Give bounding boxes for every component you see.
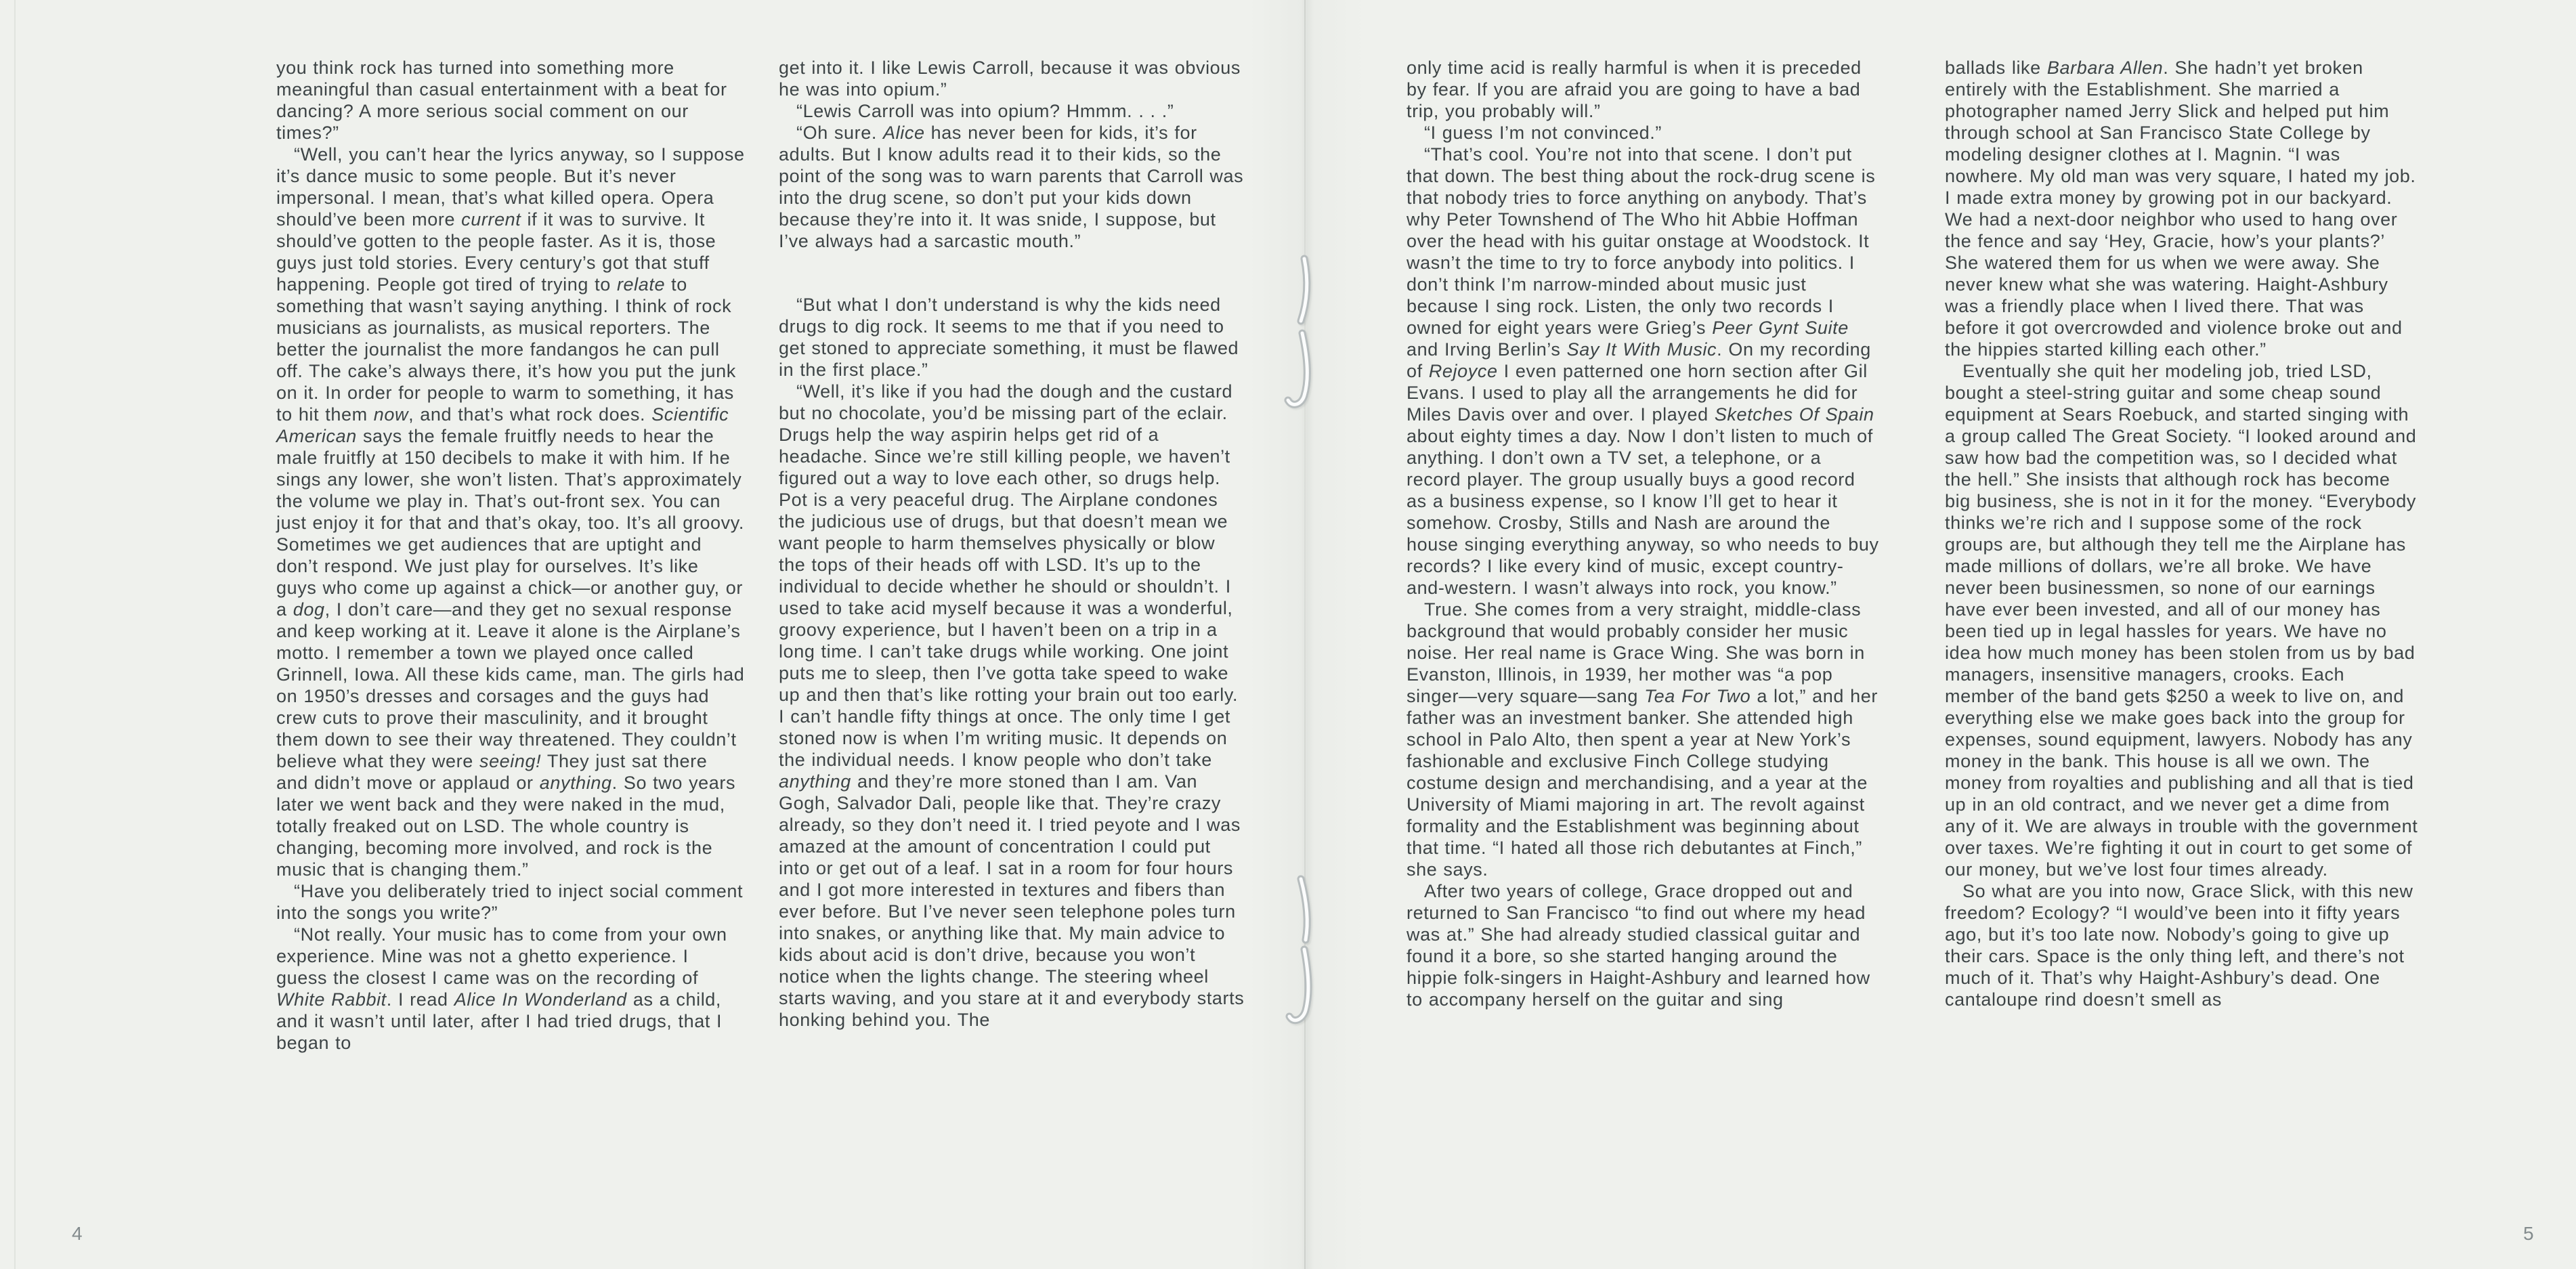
text-run: a lot,” and her father was an investment banker. She attended high school in Palo Alto, then spent a year at New York’s fashionable and exclusive Finch College studying costume design and merchandising, and a year at the University of Miami majoring in art. The revolt against formality and the Establishment was beginning about that time. “I hated all those rich debutantes at Finch,” she says.	[1407, 686, 1878, 880]
italic-text-run: Scientific American	[276, 404, 729, 446]
paragraph	[276, 57, 745, 144]
italic-text-run: Tea For Two	[1644, 686, 1751, 706]
text-column-4	[1945, 57, 2419, 1010]
italic-text-run: seeing!	[479, 751, 542, 771]
text-run: “Well, it’s like if you had the dough and the custard but no chocolate, you’d be missing part of the eclair. Drugs help the way aspirin helps get rid of a headache. Since we’re still killing people, we haven’t figured out a way to love each other, so drugs help. Pot is a very peaceful drug. The Airplane condones the judicious use of drugs, but that doesn’t mean we want people to harm themselves physically or blow the tops of their heads off with LSD. It’s up to the individual to decide whether he should or shouldn’t. I used to take acid myself because it was a wonderful, groovy experience, but I haven’t been on a trip in a long time. I can’t take drugs while working. One joint puts me to sleep, then I’ve gotta take speed to wake up and then that’s like rotting your brain out too early. I can’t handle fifty things at once. The only time I get stoned now is when I’m writing music. It depends on the individual needs. I know people who don’t take	[779, 381, 1239, 770]
text-run: “Oh sure.	[796, 123, 884, 143]
text-column-1	[276, 57, 745, 1054]
text-run: “Have you deliberately tried to inject social comment into the songs you write?”	[276, 881, 744, 923]
paragraph	[1407, 880, 1881, 1010]
text-run: “Lewis Carroll was into opium? Hmmm. . . .”	[796, 101, 1174, 121]
text-run: . She hadn’t yet broken entirely with the Establishment. She married a photographer named Jerry Slick and helped put him through school at San Francisco State College by modeling designer clothes at I. Magnin. “I was nowhere. My old man was very square, I hated my job. I made extra money by growing pot in our backyard. We had a next-door neighbor who used to hang over the fence and say ‘Hey, Gracie, how’s your plants?’ She watered them for us when we were away. She never knew what she was watering. Haight-Ashbury was a friendly place when I lived there. That was before it got overcrowded and violence broke out and the hippies started killing each other.”	[1945, 58, 2416, 360]
page-edge-line	[14, 0, 16, 1269]
text-run: if it was to survive. It should’ve gotten to the people faster. As it is, those guys just told stories. Every century’s got that stuff happening. People got tired of trying to	[276, 209, 716, 295]
text-run: “That’s cool. You’re not into that scene. I don’t put that down. The best thing about the rock-drug scene is that nobody tries to force anything on anybody. That’s why Peter Townshend of The Who hit Abbie Hoffman over the head with his guitar onstage at Woodstock. It wasn’t the time to try to force anybody into politics. I don’t think I’m narrow-minded about music just because I sing rock. Listen, the only two records I owned for eight years were Grieg’s	[1407, 144, 1876, 338]
text-run: get into it. I like Lewis Carroll, because it was obvious he was into opium.”	[779, 58, 1241, 100]
text-run: and Irving Berlin’s	[1407, 339, 1567, 360]
text-run: Eventually she quit her modeling job, tried LSD, bought a steel-string guitar and some cheap sound equipment at Sears Roebuck, and started singing with a group called The Great Society. “I looked around and saw how bad the competition was, so I decided what the hell.” She insists that although rock has become big business, she is not in it for the money. “Everybody thinks we’re rich and I suppose some of the rock groups are, but although they tell me the Airplane has made millions of dollars, we’re all broke. We have never been businessmen, so none of our earnings have ever been invested, and all of our money has been tied up in legal hassles for years. We have no idea how much money has been stolen from us by bad managers, insensitive managers, crooks. Each member of the band gets $250 a week to live on, and everything else we make goes back into the group for expenses, sound equipment, lawyers. Nobody has any money in the bank. This house is all we own. The money from royalties and publishing and all that is tied up in an old contract, and we never get a dime from any of it. We are always in trouble with the government over taxes. We’re fighting it out in court to get some of our money, but we’ve lost four times already.	[1945, 361, 2418, 880]
paragraph	[779, 122, 1247, 252]
text-run: , and that’s what rock does.	[408, 404, 652, 425]
text-run: So what are you into now, Grace Slick, with this new freedom? Ecology? “I would’ve been into it fifty years ago, but it’s too late now. Nobody’s going to give up their cars. Space is the only thing left, and there’s not much of it. That’s why Haight-Ashbury’s dead. One cantaloupe rind doesn’t smell as	[1945, 881, 2413, 1010]
text-run: only time acid is really harmful is when it is preceded by fear. If you are afraid you are going to have a bad trip, you probably will.”	[1407, 58, 1862, 121]
gutter-fold-line	[1304, 0, 1306, 1269]
paragraph	[276, 924, 745, 1054]
text-run: as a child, and it wasn’t until later, after I had tried drugs, that I began to	[276, 989, 723, 1053]
text-run: . So two years later we went back and they were naked in the mud, totally freaked out on LSD. The whole country is changing, becoming more involved, and rock is the music that is changing them.”	[276, 773, 736, 880]
italic-text-run: relate	[616, 274, 666, 295]
text-run: . I read	[386, 989, 454, 1010]
paragraph	[1407, 599, 1881, 880]
text-run: , I don’t care—and they get no sexual response and keep working at it. Leave it alone is the Airplane’s motto. I remember a town we played once called Grinnell, Iowa. All these kids came, man. The girls had on 1950’s dresses and corsages and the guys had crew cuts to prove their masculinity, and it brought them down to see their way threatened. They couldn’t believe what they were	[276, 599, 745, 771]
text-run: to something that wasn’t saying anything. I think of rock musicians as journalists, as musical reporters. The better the journalist the more fandangos he can pull off. The cake’s always there, it’s how you put the junk on it. In order for people to warm to something, it has to hit them	[276, 274, 736, 425]
paragraph	[1407, 57, 1881, 122]
text-run: True. She comes from a very straight, middle-class background that would probably consider her music noise. Her real name is Grace Wing. She was born in Evanston, Illinois, in 1939, her mother was “a pop singer—very square—sang	[1407, 599, 1865, 706]
paragraph	[1945, 880, 2419, 1010]
text-run: about eighty times a day. Now I don’t listen to much of anything. I don’t own a TV set, a telephone, or a record player. The group usually buys a good record as a business expense, so I know I’ll get to hear it somehow. Crosby, Stills and Nash are around the house singing everything anyway, so who needs to buy records? I like every kind of music, except country-and-western. I wasn’t always into rock, you know.”	[1407, 426, 1879, 598]
text-run: They just sat there and didn’t move or applaud or	[276, 751, 708, 793]
paragraph	[276, 144, 745, 880]
italic-text-run: Rejoyce	[1428, 361, 1498, 381]
italic-text-run: now	[373, 404, 409, 425]
text-run: and they’re more stoned than I am. Van Gogh, Salvador Dali, people like that. They’re crazy already, so they don’t need it. I tried peyote and I was amazed at the amount of concentration I could put into or get out of a leaf. I sat in a room for four hours and I got more interested in textures and fibers than ever before. But I’ve never seen telephone poles turn into snakes, or anything like that. My main advice to kids about acid is don’t drive, because you won’t notice when the lights change. The steering wheel starts waving, and you stare at it and everybody starts honking behind you. The	[779, 771, 1245, 1030]
text-column-2	[779, 57, 1247, 1031]
italic-text-run: dog	[293, 599, 325, 620]
text-run: “I guess I’m not convinced.”	[1424, 123, 1662, 143]
text-run: After two years of college, Grace dropped out and returned to San Francisco “to find out where my head was at.” She had already studied classical guitar and found it a bore, so she started hanging around the hippie folk-singers in Haight-Ashbury and learned how to accompany herself on the guitar and sing	[1407, 881, 1870, 1010]
paragraph	[1945, 360, 2419, 880]
staple-icon	[1282, 872, 1325, 1035]
gutter-fold-shade	[1249, 0, 1365, 1269]
italic-text-run: Sketches Of Spain	[1714, 404, 1874, 425]
italic-text-run: Barbara Allen	[2046, 58, 2164, 78]
text-run: “But what I don’t understand is why the kids need drugs to dig rock. It seems to me that if you need to get stoned to appreciate something, it must be flawed in the first place.”	[779, 295, 1239, 380]
paragraph	[779, 294, 1247, 381]
paragraph	[779, 57, 1247, 100]
text-run: you think rock has turned into something more meaningful than casual entertainment with a beat for dancing? A more serious social comment on our times?”	[276, 58, 727, 143]
text-run: “Well, you can’t hear the lyrics anyway, so I suppose it’s dance music to some people. But it’s never impersonal. I mean, that’s what killed opera. Opera should’ve been more	[276, 144, 745, 230]
italic-text-run: Alice	[883, 123, 925, 143]
page-number-left: 4	[72, 1223, 83, 1244]
page-number-right: 5	[2523, 1223, 2534, 1244]
italic-text-run: anything	[539, 773, 612, 793]
italic-text-run: White Rabbit	[276, 989, 387, 1010]
text-run: I even patterned one horn section after Gil Evans. I used to play all the arrangements he did for Miles Davis over and over. I played	[1407, 361, 1868, 425]
paragraph	[1945, 57, 2419, 360]
text-run: says the female fruitfly needs to hear the male fruitfly at 150 decibels to make it with him. If he sings any lower, she won’t listen. That’s approximately the volume we play in. That’s out-front sex. You can just enjoy it for that and that’s okay, too. It’s all groovy. Sometimes we get audiences that are uptight and don’t respond. We just play for ourselves. It’s like guys who come up against a chick—or another guy, or a	[276, 426, 744, 620]
paragraph	[1407, 122, 1881, 144]
text-column-3	[1407, 57, 1881, 1010]
italic-text-run: current	[461, 209, 521, 230]
paragraph	[779, 100, 1247, 122]
italic-text-run: Say It With Music	[1566, 339, 1717, 360]
text-run: . On my recording of	[1407, 339, 1871, 381]
text-run: has never been for kids, it’s for adults. But I know adults read it to their kids, so the point of the song was to warn parents that Carroll was into the drug scene, so don’t put your kids down because they’re into it. It was snide, I suppose, but I’ve always had a sarcastic mouth.”	[779, 123, 1244, 251]
text-run: ballads like	[1945, 58, 2047, 78]
italic-text-run: Alice In Wonderland	[454, 989, 627, 1010]
staple-icon	[1282, 252, 1325, 420]
text-run: “Not really. Your music has to come from your own experience. Mine was not a ghetto experience. I guess the closest I came was on the recording of	[276, 924, 727, 988]
paragraph	[779, 381, 1247, 1031]
paragraph	[1407, 144, 1881, 599]
paragraph	[276, 880, 745, 924]
italic-text-run: Peer Gynt Suite	[1712, 318, 1849, 338]
italic-text-run: anything	[779, 771, 851, 792]
